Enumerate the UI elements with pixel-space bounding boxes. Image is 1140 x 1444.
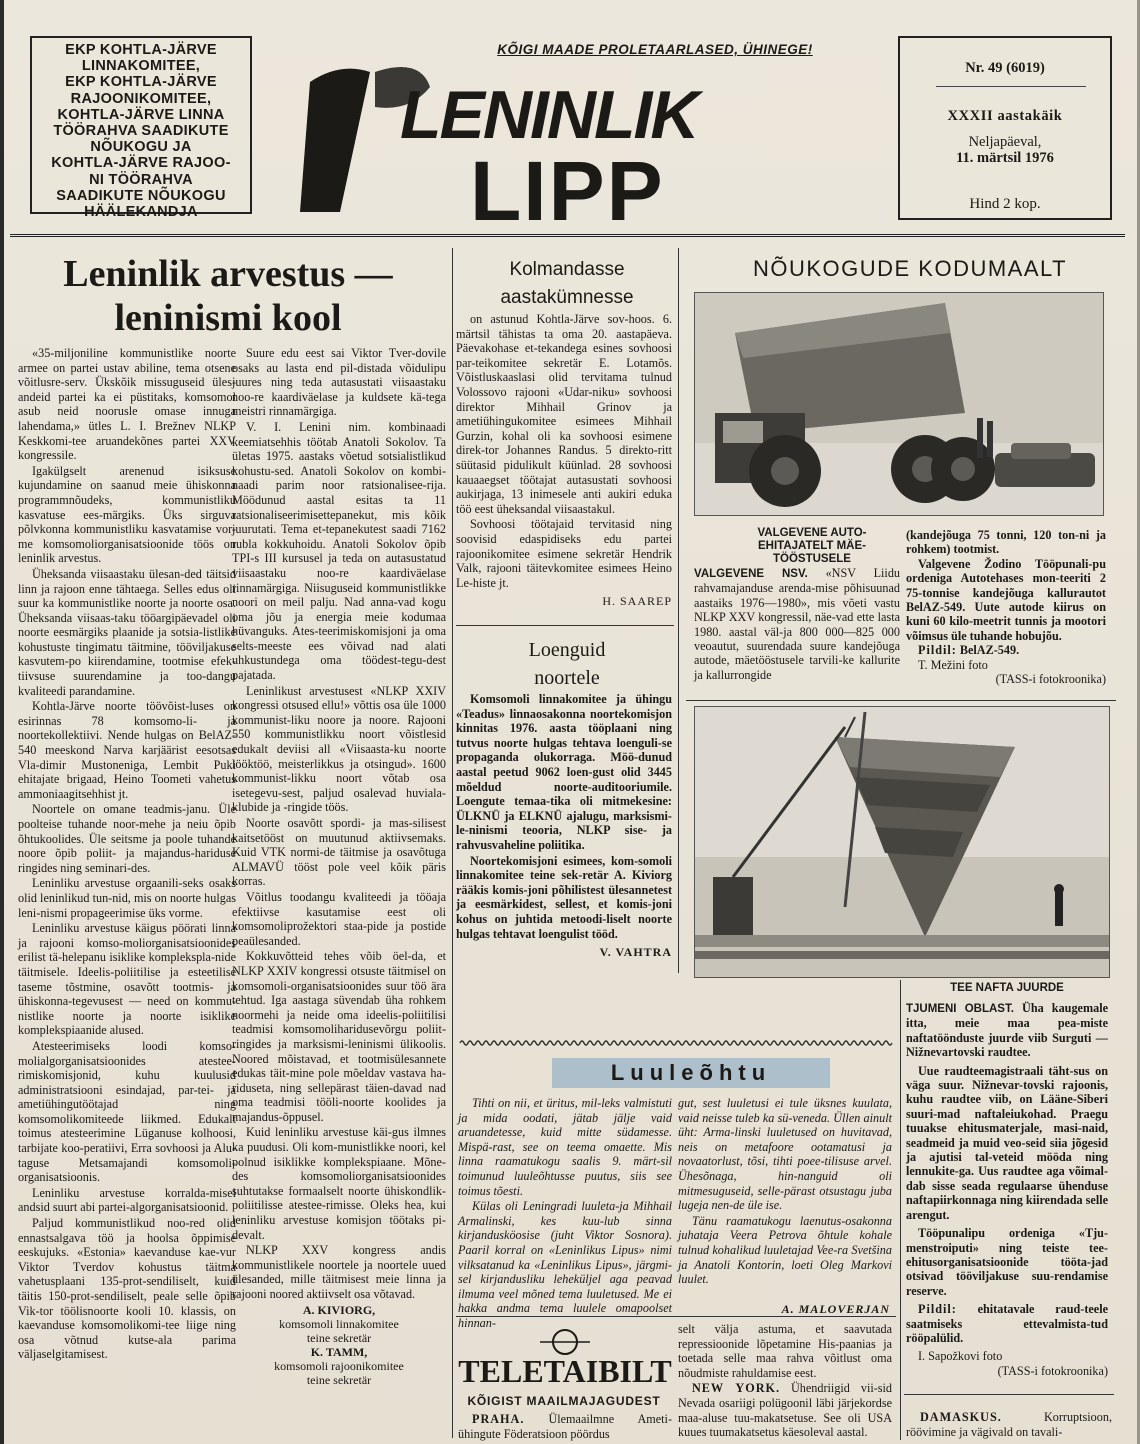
publisher-line: LINNAKOMITEE, [81,58,201,75]
column-divider [678,248,679,973]
publisher-line: NI TÖÖRAHVA [89,171,193,188]
paragraph: Suure edu eest sai Viktor Tver-dovile osaks au lasta end pil-distada võidulipu juures ning teda autasustati viisaastaku noo-re kaardiväelase ja kuldsete kä-tega meistri rinnamärgiga. [232,346,446,419]
article-divider [456,625,674,626]
poem-text2: Külas oli Leningradi luuleta-ja Mihhail Armalinski, kes kuu-lub sinna kirjandusköosise (juht Viktor Sosnora). Paaril korral on «Leninlikus Lipus» nimi vilksatanud ka «Leninlikus Lipus», järgmi-sel kirjandusliku leheküljel aga peavad ilmuma veel mõned tema luuletused. Me ei hakka andma tema luulele omapoolset hinnan- [458,1199,672,1330]
section-divider [456,1316,896,1317]
paragraph: Leninliku arvestuse korralda-misel andsid suurt abi partei-algorganisatsioonid. [18,1185,236,1215]
publisher-line: SAADIKUTE NÕUKOGU [56,187,226,204]
photo1-caption-title: VALGEVENE AUTO-EHITAJATELT MÄE-TÖÖSTUSELE [757,527,867,565]
poem-signature: A. MALOVERJAN [781,1302,890,1316]
teletaibilt-subtitle: KÕIGIST MAAILMAJAGUDEST [467,1394,661,1408]
article3-body [456,692,672,982]
paragraph: V. I. Lenini nim. kombinaadi keemiatsehhis töötab Anatoli Sokolov. Ta ületas 1975. aastaks võetud sotsialistlikud kohustu-sed. Anatoli Sokolov on kombi-naadi parim noor ratsionaliseе-rija. Möödunud aastal esitas ta 11 ratsionaliseerimisettepanekut, mis kõik juurutati. Tema et-tepanekutest saadi 7162 rubla kokkuhoidu. Anatoli Sokolov õpib TPI-s III kursusel ja teda on autasustatud viisaastaku noo-re kaardiväelase rinnamärgiga. Niisuguseid kommunistlikke noori on meil palju. Nad anna-vad kogu oma jõu ja energia meie kodumaa hüvanguks. Ates-teerimiskomisjoni ja oma selts-meeste ees võivad nad alati uhkustundega oma töödest-tegu-dest pajatada. [232,419,446,683]
newspaper-logo [280,52,800,238]
photo2-pic [906,1302,1108,1345]
article1-headline [18,252,438,340]
teletaibilt-column2 [678,1322,892,1442]
publisher-line: EKP KOHTLA-JÄRVE [65,42,217,58]
poem-text3: gut, sest luuletusi ei tule üksnes kuulata, vaid neisse tuleb ka sü-veneda. Üllen ainult üht: Arma-linski luuletused on huvitavad, neis on metafoore ootamatusi ja novaatorlust, tõsi, tihti poee-tilisuse arvel. Ühesõnaga, hin-nanguid oli mitmesuguseid, selle-pärast otsustagu juba lugeja nen-de üle ise. [678,1096,892,1213]
photo2-credit2: (TASS-i fotokroonika) [997,1363,1108,1378]
article2-headline [462,256,672,312]
damaskus-lead: DAMASKUS. [920,1410,1002,1424]
paragraph: on astunud Kohtla-Järve sov-hoos. 6. märtsil tähistas ta oma 20. aastapäeva. Päevakohase et-tekandega esines sovhoosi par-teikomitee sekretär E. Lotamõs. Võistluskaaslasi olid tervitama tulnud Volossovo rajooni «Udar-niku» sovhoosi direktor Mihhail Grinov ja ametiühingukomitee esimees Mihhail Gurzin, kohal oli ka sovhoosi esimene direk-tor Johannes Randus. 5 direkto-ritt süütasid pidulikult küünlad. 28 sovhoosi kauaaegset töötajat autasustati sovhoosi aukirjaga, 13 inimesele anti aukiri eduka töö eest üheksandal viisaastakul. [456,312,672,516]
ny-text: Ühendriigid vii-sid Nevada osariigi polügoonil läbi järjekordse maa-aluse tuu-makatsetuse. See oli USA kuues tuumakatsetus käesoleval aastal. [678,1381,893,1440]
paragraph: Üheksanda viisaastaku ülesan-ded täitsid linn ja rajoon enne tähtaega. Selles edus oli suur ka kommunistlike noorte ja noorte osa. Üheksanda viisaas-taku tööargipäevadel oli noorte eesmärgiks plaanide ja sotsia-listlike kohustuste tingimatu täitmine, tööviljakuse kasvutem-po kiirendamine, tootmise efek-tiivsuse suurendamine ja too-dangu kvaliteedi parandamine. [18,566,236,698]
wavy-rule [460,1038,890,1048]
paragraph: Komsomoli linnakomitee ja ühingu «Teadus» linnaosakonna noortekomisjon kinnitas 1976. aasta tööplaani ning tutvus noorte hulgas tehtava loenguli-se propaganda olukorraga. Möö-dunud aastal peetud 9062 loen-gust olid 3445 mõeldud noorte-auditooriumile. Loengute temaa-tika oli mitmekesine: ÜLKNÜ ja ELKNÜ ajalugu, marksismi-le-ninismi teooria, NLKP sise- ja rahvusvaheline poliitika. [456,692,672,852]
article2-title-line2: aastakümnesse [500,287,634,308]
photo1-credit2: (TASS-i fotokroonika) [995,672,1106,687]
teletaibilt-logo [460,1322,670,1392]
publisher-line: NÕUKOGU JA [90,139,192,156]
poem-text1: Tihti on nii, et üritus, mil-leks valmistuti ja mida oodati, jätab jälje vaid aruandetesse, kuid mitte südamesse. Mispä-rast, see on teema omaette. Mis linna raamatukogu saalis 9. märt-sil toimunud luuleõhtusse puutus, siis see toimus tõesti. [458,1096,672,1198]
photo-belaz-truck [694,292,1104,516]
photo1-text2: (kandejõuga 75 tonni, 120 ton-ni ja rohkem) tootmist. [906,528,1106,557]
photo1-text: «NSV Liidu rahvamajanduse arenda-mise põhisuunad aastaiks 1976—1980», mis võeti vastu NLKP XXV kongressil, näe-vad ette lasta 1980. aastal väl-ja 800 000—825 000 veoautut, suurendada suure kandejõuga autode, mäetööstusele tarvili-ke kallurite ja kallurrongide [694,566,901,682]
signature-line: komsomoli rajoonikomitee [274,1358,404,1373]
signature-line: teine sekretär [306,1330,372,1345]
publisher-box [30,36,252,221]
photo2-pic-label: Pildil: [918,1302,957,1317]
publisher-line: HÄÄLEKANDJA [84,204,198,221]
issue-box [898,36,1112,220]
article3-title-line1: Loenguid [528,639,606,661]
signature-line: komsomoli linnakomitee [279,1316,399,1331]
column-divider [452,248,453,1438]
publisher-line: KOHTLA-JÄRVE LINNA [57,106,225,123]
paragraph: Sovhoosi töötajaid tervitasid ning soovisid edaspidiseks edu partei rajoonikomitee esimene sekretär Hendrik Valk, rajooni täitevkomitee esimees Heino Le-histe jt. [456,517,672,590]
paragraph: Noortele on omane teadmis-janu. Üle poolteise tuhande noor-mehe ja neiu õpib õhtukoolides. Üle seitsme ja poole tuhande noore õpib poliit- ja majandus-hariduse ringides ning seminari-des. [18,802,236,875]
paragraph: Noortekomisjoni esimees, kom-somoli linnakomitee teine sek-retär A. Kiviorg rääkis komis-joni põhilistest ülesannetest ja eesmärkidest, sellest, et komis-joni kohus on juhtida metoodi-liselt noorte hulgas tehtavat loengulist tööd. [456,853,672,941]
publisher-line: KOHTLA-JÄRVE RAJOO- [51,155,231,172]
paragraph: Kokkuvõtteid tehes võib öel-da, et NLKP XXIV kongressi otsuste täitmisel on komsomoli-organisatsioonides suur töö ära tehtud. Iga aastaga süvendab üha rohkem noormehi ja neide oma ideelis-poliitilisi teadmisi komsomoliharidusevõrgu poliit-ringides ja marksismi-leninismi ülikoolis. Noored mõistavad, et tootmisülesannete edukas täit-mine pole mõeldav vastava ha-riduseta, ning sellepärast täien-davad nad oma teadmisi tööli-noorte koolides ja majandus-õppusel. [232,949,446,1124]
paragraph: Kuid leninliku arvestuse käi-gus ilmnes ka puudusi. Oli kom-munistlikke noori, kel polnud isiklikke komplekspiaane. Mõne-des komsomoliorganisatsioonides suhtutakse formaalselt noorte ühiskondlik-poliitilisse atestee-rimisse. Oleks hea, kui leninliku arvestuse komisjon töötaks pi-devalt. [232,1125,446,1242]
article1-signatures [232,1303,446,1387]
paragraph: Võitlus toodangu kvaliteedi ja tööaja efektiivse kasutamise eest oli komsomoliprožektori staa-pide ja postide peaülesanded. [232,889,446,948]
article1-column2 [232,346,446,1440]
logo-line1: LENINLIK [400,77,698,153]
photo1-pic-text: BelAZ-549. [959,643,1020,658]
photo2-credit1: I. Sapožkovi foto [918,1349,1003,1364]
article1-title-line1: Leninlik arvestus — [63,253,393,295]
praha-text: Ülemaailmne Ameti-ühingute Föderatsioon pöördus [458,1412,673,1441]
issue-rule [936,86,1086,87]
issue-day: Neljapäeval, [968,134,1042,150]
article3-headline [462,636,672,692]
article3-signature: V. VAHTRA [599,945,672,960]
paragraph: NLKP XXV kongress andis kommunistlikele noortele ja noortele uued ülesanded, mille täitmisest meie linna ja rajooni noored aktiivselt osa võtavad. [232,1243,446,1301]
photo1-text3: Valgevene Žodino Tööpunali-pu ordeniga Autotehases mon-teeriti 2 75-tonnise kandejõuga kallurautot BelAZ-549. Uute autode kiirus on kuni 60 kilo-meetrit tunnis ja mootori võimsus üle tuhande hobujõu. [906,556,1106,643]
photo1-credit1: T. Mežini foto [918,657,988,672]
issue-date: 11. märtsil 1976 [956,150,1054,166]
scan-edge [0,0,4,1444]
article2-body [456,312,672,638]
paragraph: Leninliku arvestuse käigus pöörati linna ja rajooni komso-moliorganisatsioonides erilist tä-helepanu isiklike komplekspla-nide täitmisele. Ideelis-poliitilise ja esteetilise taseme tõstmine, osavõtt tootmis- ja ühiskonna-tegevusest — need on kommu-nistlike noorte ja noorte isiklike komplekspiaanide alused. [18,921,236,1038]
logo-line2: LIPP [470,144,665,238]
paragraph: Atesteerimiseks loodi komso-molialgorganisatsioonides atestee-rimiskomisjonid, kuhu kuulusid administratsiooni esindajad, par-tei- ja ametiühingutöötajad ning komsomolikomiteede liikmed. Edukalt toimus atesteerimine Lüganuse kolhoosi, tarbijate koo-peratiivi, Erra sovhoosi ja Alu-taguse Metsamajandi komsomoli-organisatsioonis. [18,1038,236,1185]
poem-column1 [458,1096,672,1330]
article2-signature: H. SAAREP [602,594,672,609]
publisher-line: EKP KOHTLA-JÄRVE [65,74,217,91]
paragraph: Noorte osavõtt spordi- ja mas-silisest kaitsetööst on muutunud aktiivsemaks. Kuid VTK normi-de täitmise ja osavõtuga ALMAVÜ tööst pole veel kõik päris korras. [232,816,446,889]
photo1-lead: VALGEVENE NSV. [694,568,808,580]
publisher-line: RAJOONIKOMITEE, [70,90,212,107]
poem-column2 [678,1096,892,1292]
paragraph: Kohtla-Järve noorte töövõist-luses on esirinnas 78 komsomo-li- ja noortekollektiivi. Nende hulgas on BelAZ-540 meeskond Narva karjäärist eesotsas Vla-dimir Mustoneniga, Lembit Puki ehitajate brigaad, Heino Toometi vahetus ammoniaagitsehhist jt. [18,699,236,801]
damaskus-text: Korruptsioon, röövimine ja vägivald on tavali- [906,1410,1112,1439]
issue-number: Nr. 49 (6019) [965,60,1045,76]
flag-icon [300,69,370,212]
teletaibilt-title: TELETAIBILT [458,1353,672,1389]
section-title: NÕUKOGUDE KODUMAALT [752,256,1068,281]
paragraph: Leninlikust arvestusest «NLKP XXIV kongressi otsused ellu!» võttis osa üle 1000 kommunist-liku noore ja noore. Rajooni 550 kommunistlikku noort võistlesid edukalt deviisi all «Viisaasta-ku noorte löökt​öö, meisterlikkus ja otsingud». 1600 kommunist-likku noort võtab osa isetegevu-sest, paljud osalevad huviala-klubide ja -ringide töös. [232,683,446,815]
paragraph: Igakülgselt arenenud isiksuse kujundamine on saanud meie ühiskonna programmnõudeks, kommunistliku kasvatuse ees-märgiks. Üks sirguva põlvkonna kommunistliku kasvatamise vor-me komsomoliorganisatsioonide töös on leninlik arvestus. [18,463,236,566]
signature-line: teine sekretär [306,1372,372,1387]
photo2-text2: Uue raudteemagistraali täht-sus on väga suur. Nižnevar-tovski rajoonis, kuhu raudtee viib, on Lääne-Siberi suuri-mad naftaleiukohad. Praegu tuuakse ehitusmaterjale, masi-naid, seadmeid ja muid veo-seid siia jõgesid ja ajutisi tal-veteid mööda ning lennukite-ga. Uus raudtee aga võimal-dab sisse seada regulaarse ühenduse naftapiirkonnaga ning kiirendada selle arengut. [906,1063,1108,1222]
photo2-text3: Tööpunalipu ordeniga «Tju-menstroiputi» ning teiste tee-ehitusorganisatsioonide tööta-jad otsivad tööviljakuse suu-rendamise reserve. [906,1226,1108,1298]
section-divider [904,1394,1114,1395]
ny-lead: NEW YORK. [692,1381,781,1396]
article1-title-line2: leninismi kool [114,297,342,339]
article2-title-line1: Kolmandasse [509,259,625,280]
photo-rail-construction [694,706,1110,978]
column-divider [900,980,901,1440]
teletaibilt-praha [458,1412,672,1442]
photo1-pic [906,643,1106,657]
paragraph: Paljud kommunistlikud noo-red olid ennastsalgava töö ja hoolsa õppimise eeskujuks. «Estonia» kaevanduse kae-vur Viktor Tverdov kohustus täitma vahetusplaani 135-prot-sendiliselt, kuid täitis 150-prot-sendiliselt, peale selle õpib Vik-tor töölisnoorte kooli 10. klassis, on kaevanduse komsomolikomi-tee liige ning osa võtnud kutse-ala parima väljaselgitamisest. [18,1216,236,1362]
article3-title-line2: noortele [534,667,600,689]
photo2-caption [906,982,1108,1378]
signature-line: K. TAMM, [310,1344,368,1359]
praha-lead: PRAHA. [472,1412,525,1426]
photo1-caption-col2 [906,528,1106,686]
teletaibilt-damaskus [906,1410,1112,1442]
paragraph: «35-miljoniline kommunistlike noorte armee on partei ustav abiline, tema otsene võitlusre-serv. Ükskõik missuguseid üles-andeid partei ka ei püstitaks, komsomol asub neid nooruslе omase innuga lahendama,» ütles L. I. Brežnev NLKP Keskkomi-tee aruandekõnes partei XXV kongressile. [18,346,236,463]
signature-line: A. KIVIORG, [302,1302,376,1317]
poem-text4: Tänu raamatukogu laenutus-osakonna juhataja Veera Petrova õhtule kohale tulnud kohalikud luuletajad Vee-ra Svetšina ja Anatoli Kontorin, loeti Oleg Markovi luulet. [678,1213,892,1287]
issue-year: XXXII aastakäik [947,108,1063,124]
photo2-caption-title: TEE NAFTA JUURDE [950,982,1064,994]
photo2-text1: Üha kaugemale itta, meie maa pea-miste naftatööndustе juurde viib Surguti — Nižnevartovski raudtee. [906,1001,1108,1060]
photo1-pic-label: Pildil: [918,643,957,658]
article1-column1 [18,346,236,1440]
issue-price: Hind 2 kop. [969,196,1041,212]
publisher-line: TÖÖRAHVA SAADIKUTE [53,123,229,140]
section-divider [686,700,1116,701]
masthead-rule [10,234,1125,237]
paragraph: Leninliku arvestuse orgaanili-seks osaks olid leninlikud tun-nid, mis on noorte hulgas leni-nismi propageerimise üks vorme. [18,876,236,920]
slogan: KÕIGI MAADE PROLETAARLASED, ÜHINEGE! [497,42,813,57]
photo2-pic-text: ehitatavale raud-teele saatmiseks ettevalmista-tud rööpalülid. [906,1302,1109,1345]
photo1-caption-col1 [694,566,900,682]
photo2-lead: TJUMENI OBLAST. [906,1003,1014,1015]
teletaibilt-col2-text: selt välja astuma, et saavutada repressioonide lõpetamine His-paanias ja toetada selle maa rahva võitlust oma nõudmiste rahuldamise eest. [678,1322,892,1380]
poem-title: Luuleõhtu [552,1058,830,1088]
